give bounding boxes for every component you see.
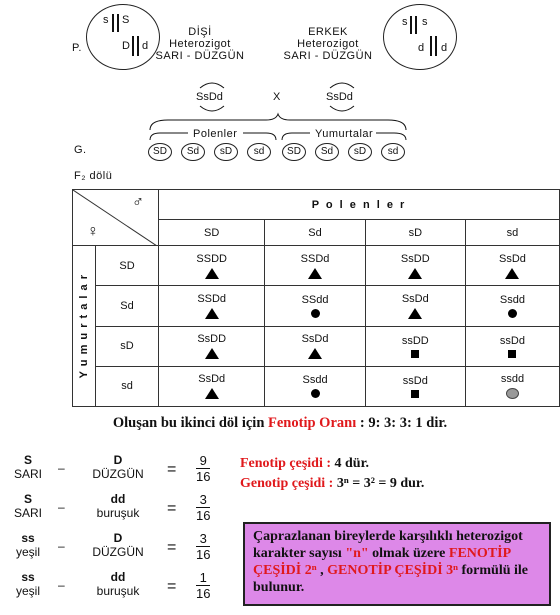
table-row	[73, 326, 560, 366]
phenotype-row	[10, 531, 230, 567]
male-allele-4: d	[441, 42, 448, 54]
gene2-symbol: dd	[110, 492, 126, 506]
numerator: 1	[196, 570, 210, 586]
egg-gamete: sd	[381, 143, 405, 161]
phenotype-marker	[408, 308, 422, 319]
ratio-highlight: Fenotip Oranı	[268, 415, 357, 431]
cross-symbol: X	[273, 91, 281, 103]
phenotype-count	[240, 456, 369, 472]
phenotype-marker	[505, 268, 519, 279]
female-genotype: SsDd	[196, 91, 223, 103]
phenotype-marker	[411, 390, 419, 398]
note-n: "n"	[345, 546, 369, 561]
gene1-name: SARI	[13, 467, 42, 481]
gene1-symbol: S	[23, 453, 32, 467]
cell-genotype: SsDd	[401, 292, 429, 305]
cell	[265, 286, 365, 326]
phenotype-marker	[311, 389, 320, 398]
pollen-gamete: Sd	[181, 143, 205, 161]
denominator: 16	[196, 469, 211, 484]
col-header: sD	[365, 220, 465, 246]
equals-sign: =	[167, 461, 177, 478]
gene1-name: yeşil	[15, 584, 40, 598]
phenotype-count-label: Fenotip çeşidi :	[240, 456, 331, 471]
col-header: Sd	[265, 220, 365, 246]
equals-sign: =	[167, 539, 177, 556]
cell-genotype: SSDD	[196, 252, 227, 265]
female-symbol: ♀	[87, 223, 99, 241]
table-row	[73, 246, 560, 286]
f2-label: F₂ dölü	[74, 170, 113, 182]
female-title: DİŞİ	[188, 26, 212, 38]
cell	[159, 366, 265, 406]
cell-genotype: SSDd	[300, 252, 330, 265]
phenotype-marker	[408, 268, 422, 279]
male-title: ERKEK	[308, 26, 348, 38]
numerator: 9	[196, 453, 210, 469]
male-allele-1: s	[402, 16, 408, 28]
pollen-gamete: SD	[148, 143, 172, 161]
fraction	[196, 453, 210, 484]
cell	[365, 366, 465, 406]
equals-sign: =	[167, 578, 177, 595]
phenotype-marker	[311, 309, 320, 318]
female-type: Heterozigot	[169, 38, 231, 50]
gene2-name: buruşuk	[96, 506, 140, 520]
g-label: G.	[74, 144, 87, 156]
diagonal-line	[73, 190, 157, 246]
col-header: SD	[159, 220, 265, 246]
dash: –	[58, 539, 65, 553]
formula-note	[243, 522, 551, 606]
egg-label: Yumurtalar	[315, 128, 374, 140]
pollen-gamete: sD	[214, 143, 238, 161]
genotype-count	[240, 476, 424, 492]
table-row	[73, 366, 560, 406]
cell-genotype: SsDd	[301, 333, 329, 346]
note-part4: formülü ile bulunur.	[253, 563, 529, 595]
note-genotype-formula: GENOTİP ÇEŞİDİ 3ⁿ	[327, 563, 459, 578]
gene2-symbol: D	[113, 531, 123, 545]
gene2-symbol: dd	[110, 570, 126, 584]
cell	[365, 286, 465, 326]
phenotype-marker	[308, 268, 322, 279]
cell-genotype: Ssdd	[499, 293, 525, 306]
row-header: sd	[96, 366, 159, 406]
denominator: 16	[196, 508, 211, 523]
male-symbol: ♂	[132, 194, 144, 211]
note-part3: ,	[316, 563, 328, 578]
phenotype-marker	[205, 268, 219, 279]
cell	[159, 286, 265, 326]
cell-genotype: SSDd	[197, 292, 227, 305]
egg-gamete: SD	[282, 143, 306, 161]
female-allele-4: d	[142, 40, 149, 52]
cell-genotype: ssDD	[401, 334, 429, 347]
phenotype-marker	[506, 388, 519, 399]
gamete-brace-lines	[148, 128, 408, 142]
male-type: Heterozigot	[297, 38, 359, 50]
phenotype-count-value: 4 dür.	[331, 456, 370, 471]
fraction	[196, 570, 210, 601]
equals-sign: =	[167, 500, 177, 517]
gene1-symbol: S	[23, 492, 32, 506]
p-label: P.	[72, 42, 82, 54]
phenotype-row	[10, 492, 230, 528]
phenotype-marker	[508, 350, 516, 358]
gene2-symbol: D	[113, 453, 123, 467]
cell	[465, 246, 559, 286]
phenotype-marker	[205, 308, 219, 319]
punnett-square	[72, 189, 560, 407]
phenotype-marker	[508, 309, 517, 318]
cell	[159, 246, 265, 286]
table-row	[73, 286, 560, 326]
ratio-prefix: Oluşan bu ikinci döl için	[112, 415, 269, 431]
cell	[365, 246, 465, 286]
cell	[465, 326, 559, 366]
egg-header-text: Y u m u r t a l a r	[78, 273, 90, 379]
male-allele-2: s	[422, 16, 428, 28]
cell-genotype: Ssdd	[302, 374, 328, 387]
note-part1: Çaprazlanan bireylerde karşılıklı heterozigot karakter sayısı	[253, 529, 523, 561]
cell-genotype: ssDd	[499, 334, 525, 347]
denominator: 16	[196, 547, 211, 562]
male-description	[278, 26, 378, 62]
cell-genotype: ssDd	[402, 374, 428, 387]
cell	[265, 366, 365, 406]
gene2-name: buruşuk	[96, 584, 140, 598]
row-header: SD	[96, 246, 159, 286]
fraction	[196, 531, 210, 562]
corner-cell	[73, 190, 159, 246]
cell	[465, 286, 559, 326]
pollen-gamete: sd	[247, 143, 271, 161]
female-allele-3: D	[122, 40, 131, 52]
phenotype-marker	[205, 348, 219, 359]
row-header: sD	[96, 326, 159, 366]
dash: –	[58, 461, 65, 475]
egg-gamete: sD	[348, 143, 372, 161]
cell-genotype: ssdd	[500, 373, 525, 386]
ratio-statement	[0, 415, 560, 432]
phenotype-marker	[205, 388, 219, 399]
cell-genotype: SsDD	[197, 333, 227, 346]
cell-genotype: SsDd	[499, 252, 526, 265]
phenotype-row	[10, 570, 230, 606]
female-description	[150, 26, 250, 62]
col-header: sd	[465, 220, 559, 246]
row-header: Sd	[96, 286, 159, 326]
cell	[265, 326, 365, 366]
cell-genotype: SsDd	[198, 373, 226, 386]
male-traits: SARI - DÜZGÜN	[283, 50, 373, 62]
dash: –	[58, 500, 65, 514]
genotype-count-label: Genotip çeşidi :	[240, 476, 334, 491]
cell	[365, 326, 465, 366]
female-allele-1: s	[103, 14, 109, 26]
female-allele-2: S	[122, 14, 130, 26]
denominator: 16	[196, 586, 211, 601]
cell	[159, 326, 265, 366]
numerator: 3	[196, 492, 210, 508]
gene2-name: DÜZGÜN	[92, 467, 144, 481]
pollen-label: Polenler	[193, 128, 238, 140]
egg-header	[73, 246, 96, 407]
cell-genotype: SsDD	[400, 252, 430, 265]
note-part2: olmak üzere	[368, 546, 449, 561]
cell	[265, 246, 365, 286]
fraction	[196, 492, 210, 523]
dash: –	[58, 578, 65, 592]
genotype-count-value: 3ⁿ = 3² = 9 dur.	[333, 476, 425, 491]
cell-genotype: SSdd	[301, 293, 329, 306]
gene1-name: yeşil	[15, 545, 40, 559]
note-phenotype-formula: FENOTİP ÇEŞİDİ 2ⁿ	[253, 546, 511, 578]
phenotype-marker	[308, 348, 322, 359]
pollen-header: P o l e n l e r	[159, 190, 560, 220]
cell	[465, 366, 559, 406]
male-allele-3: d	[418, 42, 425, 54]
egg-gamete: Sd	[315, 143, 339, 161]
gene1-symbol: ss	[21, 531, 35, 545]
gene1-name: SARI	[13, 506, 42, 520]
ratio-suffix: : 9: 3: 3: 1 dir.	[356, 415, 448, 431]
female-traits: SARI - DÜZGÜN	[155, 50, 245, 62]
phenotype-row	[10, 453, 230, 489]
gene1-symbol: ss	[21, 570, 35, 584]
numerator: 3	[196, 531, 210, 547]
phenotype-marker	[411, 350, 419, 358]
gene2-name: DÜZGÜN	[92, 545, 144, 559]
male-genotype: SsDd	[326, 91, 353, 103]
